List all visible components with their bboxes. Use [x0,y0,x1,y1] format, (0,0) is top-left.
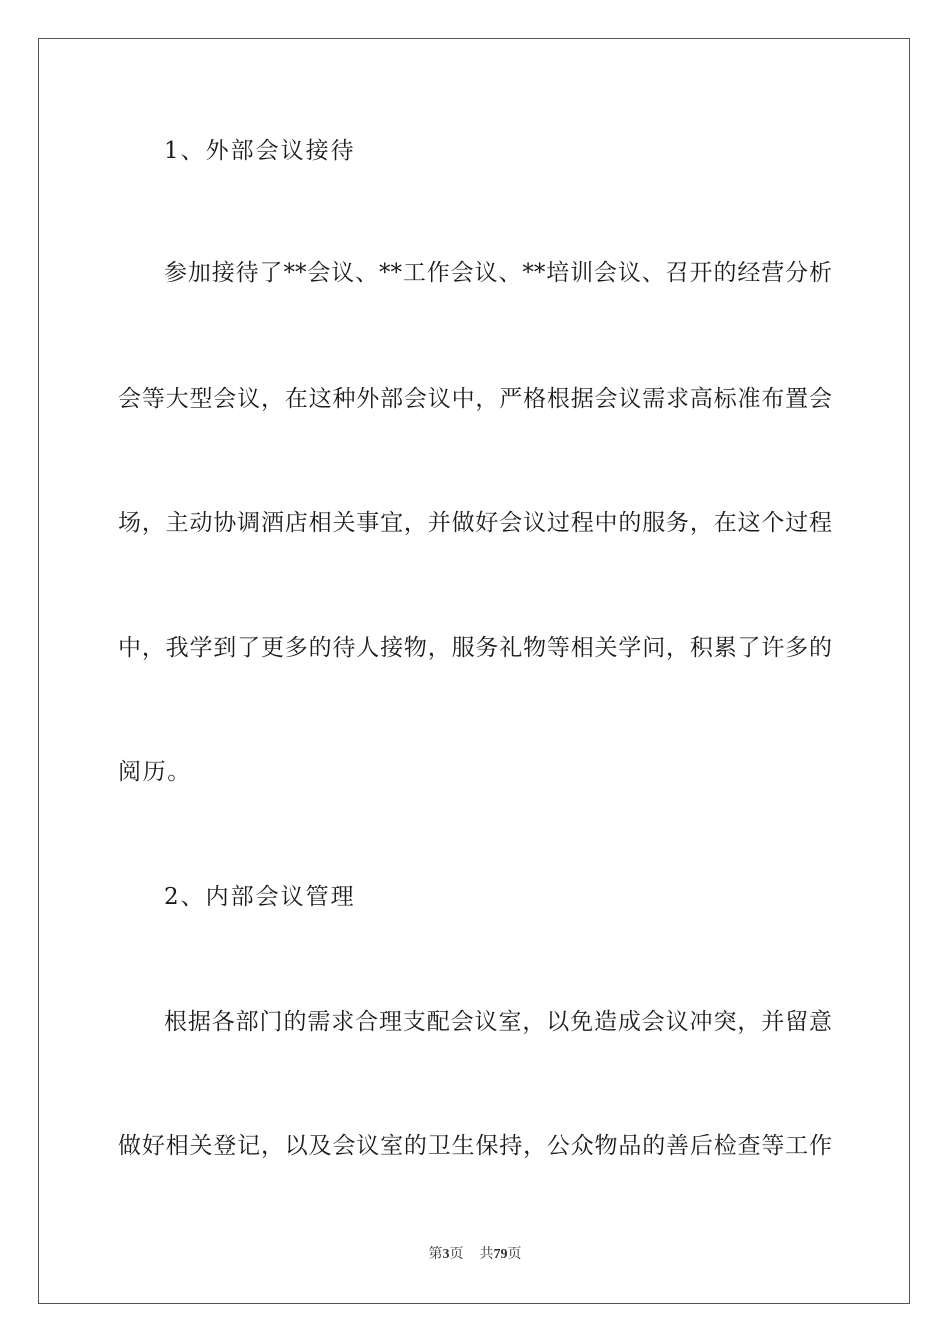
paragraph-1-line-1: 参加接待了**会议、**工作会议、**培训会议、召开的经营分析 [164,260,832,286]
page-footer [0,1243,950,1263]
page-frame [38,38,910,1304]
paragraph-2-line-2: 做好相关登记，以及会议室的卫生保持，公众物品的善后检查等工作 [118,1133,832,1159]
paragraph-1-line-4: 中，我学到了更多的待人接物，服务礼物等相关学问，积累了许多的 [118,635,832,661]
paragraph-1-line-5: 阅历。 [118,759,192,785]
footer-page-suffix: 页 [449,1247,464,1262]
footer-total-suffix: 页 [507,1247,522,1262]
footer-page-prefix: 第 [428,1247,443,1262]
paragraph-1-line-2: 会等大型会议，在这种外部会议中，严格根据会议需求高标准布置会 [118,386,832,412]
footer-page-number: 3 [442,1247,450,1262]
section-2-heading: 2、内部会议管理 [164,884,356,910]
footer-total-prefix: 共 [479,1247,494,1262]
paragraph-2-line-1: 根据各部门的需求合理支配会议室，以免造成会议冲突，并留意 [164,1009,832,1035]
section-1-heading: 1、外部会议接待 [164,138,356,164]
footer-total-pages: 79 [493,1247,508,1262]
paragraph-1-line-3: 场，主动协调酒店相关事宜，并做好会议过程中的服务，在这个过程 [118,510,832,536]
